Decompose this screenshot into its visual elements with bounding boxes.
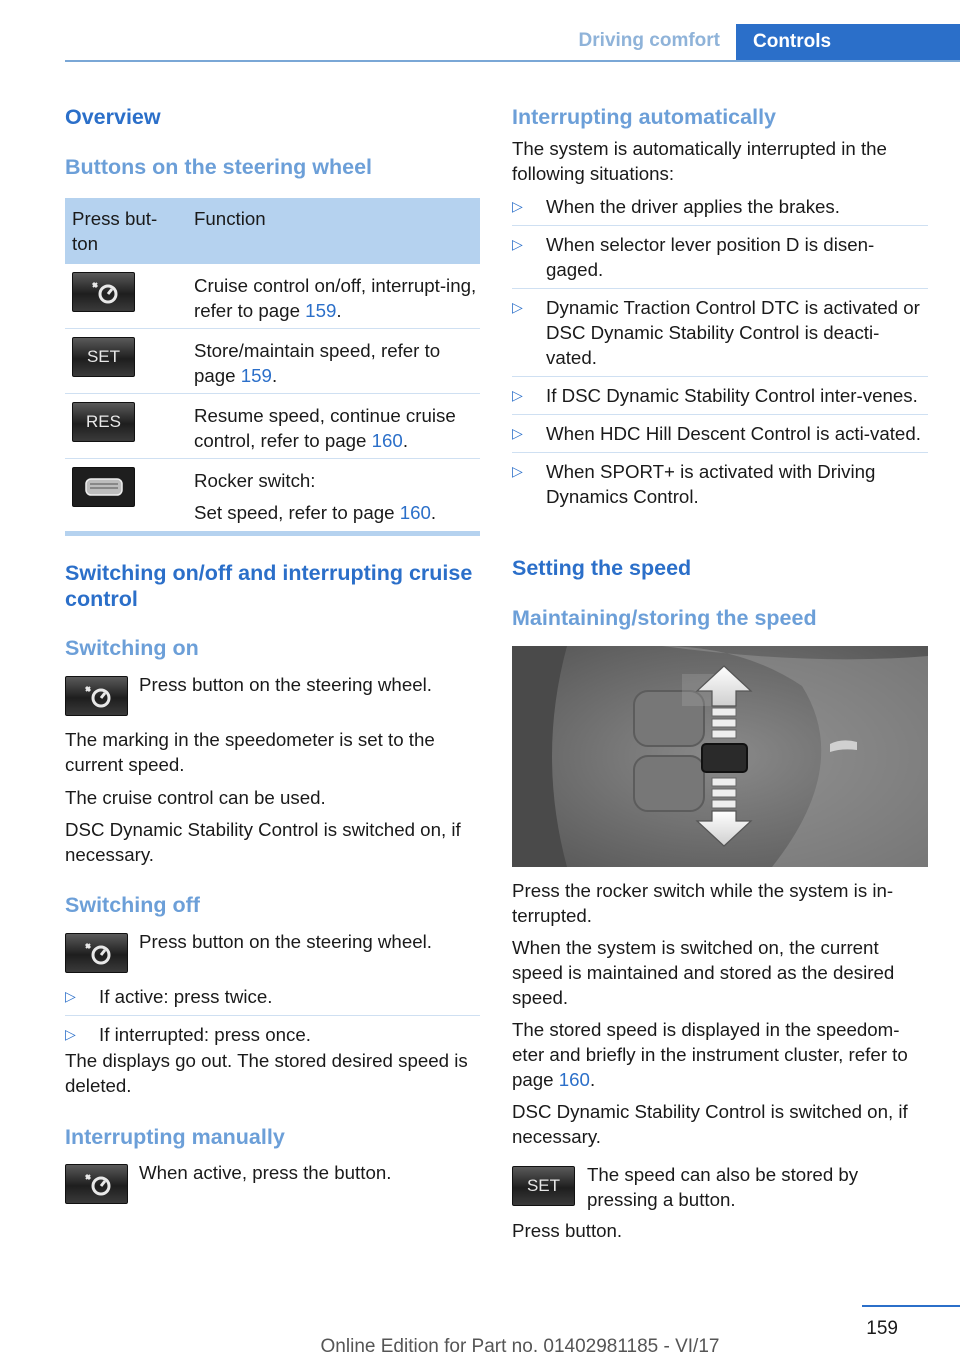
table-row <box>65 329 480 394</box>
footer-rule <box>862 1305 960 1307</box>
steering-wheel-rocker-photo <box>512 646 928 867</box>
row-function-text: Cruise control on/off, interrupt-ing, refer to page 159. <box>194 275 477 321</box>
header-rule <box>65 60 960 62</box>
table-bottom-rule <box>65 531 480 536</box>
can-be-used-text: The cruise control can be used. <box>65 787 326 808</box>
list-item: ▷ When selector lever position D is disen-gaged. <box>512 226 928 289</box>
rocker-switch-icon <box>72 467 135 507</box>
overview-heading: Overview <box>65 105 161 129</box>
page-number: 159 <box>866 1318 898 1339</box>
row-function-text: Rocker switch: Set speed, refer to page 160. <box>194 470 437 523</box>
setting-speed-heading: Setting the speed <box>512 556 692 580</box>
page-link[interactable]: 160 <box>558 1069 590 1090</box>
list-item: ▷ If DSC Dynamic Stability Control inter-venes. <box>512 377 928 415</box>
table-row <box>65 394 480 459</box>
press-button-text: Press button. <box>512 1220 623 1241</box>
auto-intro-text: The system is automatically interrupted in the following situations: <box>512 138 887 184</box>
cruise-control-icon <box>72 272 135 312</box>
dsc-text: DSC Dynamic Stability Control is switched on, if necessary. <box>65 819 461 865</box>
maintaining-heading: Maintaining/storing the speed <box>512 606 817 630</box>
off-bullet-list <box>65 984 480 1047</box>
cruise-control-icon <box>65 1164 128 1204</box>
list-item: ▷ If interrupted: press once. <box>65 1024 311 1045</box>
switching-heading: Switching on/off and interrupting cruise control <box>65 561 473 611</box>
table-header-function: Function <box>194 208 266 229</box>
list-item: ▷ When SPORT+ is activated with Driving Dynamics Control. <box>512 461 876 507</box>
row-function-text: Resume speed, continue cruise control, refer to page 160. <box>194 405 456 451</box>
page-link[interactable]: 159 <box>240 365 272 386</box>
rocker-text: Press the rocker switch while the system is in-terrupted. <box>512 880 894 926</box>
header-tab-controls: Controls <box>736 24 960 62</box>
table-row <box>65 459 480 531</box>
list-item: ▷ If active: press twice. <box>65 984 480 1016</box>
cruise-control-icon <box>65 933 128 973</box>
buttons-table <box>65 198 480 531</box>
buttons-heading: Buttons on the steering wheel <box>65 155 372 179</box>
header-section-title: Driving comfort <box>578 30 720 51</box>
interrupting-auto-heading: Interrupting automatically <box>512 105 777 129</box>
dsc-text-right: DSC Dynamic Stability Control is switched on, if necessary. <box>512 1101 908 1147</box>
table-header <box>65 198 480 264</box>
switching-off-text: Press button on the steering wheel. <box>139 931 432 952</box>
switching-on-text: Press button on the steering wheel. <box>139 674 432 695</box>
edition-footer: Online Edition for Part no. 01402981185 - VI/17 <box>320 1336 720 1357</box>
interrupting-manually-heading: Interrupting manually <box>65 1125 285 1149</box>
list-item: ▷ When HDC Hill Descent Control is acti-vated. <box>512 415 928 453</box>
switching-off-heading: Switching off <box>65 893 200 917</box>
page-link[interactable]: 160 <box>371 430 403 451</box>
switching-on-heading: Switching on <box>65 636 199 660</box>
list-item: ▷ Dynamic Traction Control DTC is activated or DSC Dynamic Stability Control is deacti-vated. <box>512 289 928 377</box>
res-button-icon: RES <box>72 402 135 442</box>
set-button-icon: SET <box>72 337 135 377</box>
list-item: ▷ When the driver applies the brakes. <box>512 194 928 226</box>
also-stored-text: The speed can also be stored by pressing a button. <box>587 1164 859 1210</box>
page-link[interactable]: 159 <box>305 300 337 321</box>
page-link[interactable]: 160 <box>399 502 431 523</box>
table-header-press-button: Press but- ton <box>72 208 158 254</box>
set-button-icon: SET <box>512 1166 575 1206</box>
marking-text: The marking in the speedometer is set to the current speed. <box>65 729 435 775</box>
interrupting-manually-text: When active, press the button. <box>139 1162 392 1183</box>
stored-speed-text: The stored speed is displayed in the speedom-eter and briefly in the instrument cluster, refer to page 160. <box>512 1019 908 1090</box>
displays-text: The displays go out. The stored desired speed is deleted. <box>65 1050 468 1096</box>
table-row <box>65 264 480 329</box>
cruise-control-icon <box>65 676 128 716</box>
auto-bullet-list <box>512 194 928 509</box>
switched-on-text: When the system is switched on, the current speed is maintained and stored as the desired speed. <box>512 937 895 1008</box>
row-function-text: Store/maintain speed, refer to page 159. <box>194 340 441 386</box>
